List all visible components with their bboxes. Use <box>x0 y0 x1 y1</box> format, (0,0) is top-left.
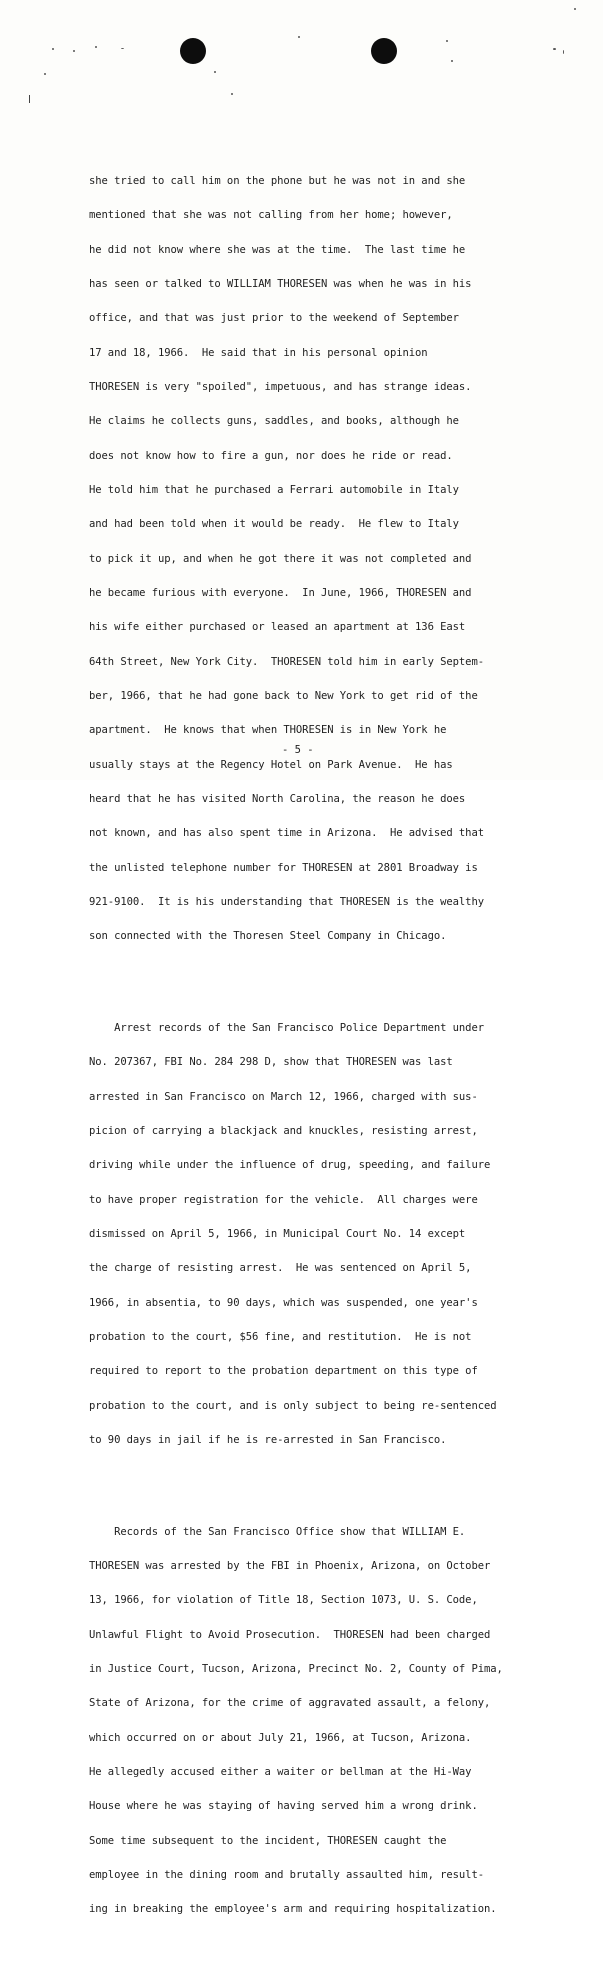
text-line: son connected with the Thoresen Steel Company in Chicago. <box>89 930 447 943</box>
text-line: picion of carrying a blackjack and knuckles, resisting arrest, <box>89 1125 478 1137</box>
text-line: office, and that was just prior to the weekend of September <box>89 312 459 325</box>
text-line: 921-9100. It is his understanding that THORESEN is the wealthy <box>89 896 484 909</box>
text-line: No. 207367, FBI No. 284 298 D, show that THORESEN was last <box>89 1056 453 1069</box>
text-line: his wife either purchased or leased an apartment at 136 East <box>89 621 466 634</box>
scan-speck <box>73 50 75 52</box>
text-line: and had been told when it would be ready. He flew to Italy <box>89 518 459 531</box>
scan-speck <box>553 48 556 50</box>
text-line: ber, 1966, that he had gone back to New York to get rid of the <box>89 689 478 702</box>
text-line: State of Arizona, for the crime of aggravated assault, a felony, <box>89 1697 491 1710</box>
scan-speck <box>121 48 124 49</box>
text-line: in Justice Court, Tucson, Arizona, Precinct No. 2, County of Pima, <box>89 1663 503 1676</box>
text-line: he did not know where she was at the time. The last time he <box>89 243 466 256</box>
scan-speck <box>446 40 448 42</box>
text-line: not known, and has also spent time in Arizona. He advised that <box>89 827 484 840</box>
scan-speck <box>44 73 46 75</box>
text-line: he became furious with everyone. In June, 1966, THORESEN and <box>89 586 472 599</box>
text-line: driving while under the influence of drug, speeding, and failure <box>89 1159 491 1172</box>
text-line: Arrest records of the San Francisco Police Department under <box>89 1021 484 1034</box>
paragraph-3 <box>89 1504 589 1939</box>
document-body <box>89 130 589 1962</box>
text-line: to pick it up, and when he got there it was not completed and <box>89 552 472 565</box>
text-line: to have proper registration for the vehicle. All charges were <box>89 1193 478 1206</box>
text-line: to 90 days in jail if he is re-arrested in San Francisco. <box>89 1434 447 1447</box>
punch-hole-right <box>371 38 397 64</box>
text-line: Records of the San Francisco Office show that WILLIAM E. <box>89 1525 466 1538</box>
text-line: mentioned that she was not calling from her home; however, <box>89 209 453 222</box>
text-line: the unlisted telephone number for THORESEN at 2801 Broadway is <box>89 861 478 874</box>
text-line: 17 and 18, 1966. He said that in his personal opinion <box>89 346 428 359</box>
text-line: employee in the dining room and brutally assaulted him, result- <box>89 1869 484 1882</box>
text-line: usually stays at the Regency Hotel on Park Avenue. He has <box>89 758 453 771</box>
scan-speck <box>563 50 564 54</box>
text-line: probation to the court, $56 fine, and restitution. He is not <box>89 1331 472 1344</box>
page-number: - 5 - <box>282 744 314 756</box>
text-line: He told him that he purchased a Ferrari automobile in Italy <box>89 483 459 496</box>
scan-speck <box>574 8 576 10</box>
scan-speck <box>298 36 300 38</box>
text-line: THORESEN is very "spoiled", impetuous, and has strange ideas. <box>89 380 472 393</box>
scan-speck <box>214 71 216 73</box>
scan-speck <box>52 48 54 50</box>
margin-mark <box>29 95 30 103</box>
text-line: THORESEN was arrested by the FBI in Phoenix, Arizona, on October <box>89 1560 491 1573</box>
text-line: 64th Street, New York City. THORESEN told him in early Septem- <box>89 655 484 668</box>
punch-hole-left <box>180 38 206 64</box>
text-line: Some time subsequent to the incident, THORESEN caught the <box>89 1834 447 1847</box>
text-line: she tried to call him on the phone but he was not in and she <box>89 174 466 187</box>
text-line: ing in breaking the employee's arm and requiring hospitalization. <box>89 1903 497 1916</box>
text-line: 1966, in absentia, to 90 days, which was suspended, one year's <box>89 1296 478 1309</box>
scan-speck <box>451 60 453 62</box>
text-line: He allegedly accused either a waiter or bellman at the Hi-Way <box>89 1766 472 1779</box>
text-line: Unlawful Flight to Avoid Prosecution. THORESEN had been charged <box>89 1628 491 1641</box>
paragraph-1 <box>89 153 589 966</box>
text-line: apartment. He knows that when THORESEN is in New York he <box>89 724 447 737</box>
scan-speck <box>231 93 233 95</box>
scan-speck <box>95 46 97 48</box>
text-line: probation to the court, and is only subject to being re-sentenced <box>89 1399 497 1412</box>
text-line: required to report to the probation department on this type of <box>89 1365 478 1378</box>
text-line: the charge of resisting arrest. He was sentenced on April 5, <box>89 1262 472 1275</box>
text-line: dismissed on April 5, 1966, in Municipal Court No. 14 except <box>89 1228 466 1241</box>
text-line: 13, 1966, for violation of Title 18, Section 1073, U. S. Code, <box>89 1594 478 1607</box>
text-line: heard that he has visited North Carolina, the reason he does <box>89 793 466 805</box>
text-line: arrested in San Francisco on March 12, 1966, charged with sus- <box>89 1090 478 1103</box>
text-line: which occurred on or about July 21, 1966, at Tucson, Arizona. <box>89 1731 472 1744</box>
text-line: House where he was staying of having served him a wrong drink. <box>89 1800 478 1813</box>
text-line: does not know how to fire a gun, nor does he ride or read. <box>89 449 453 462</box>
text-line: has seen or talked to WILLIAM THORESEN was when he was in his <box>89 277 472 290</box>
text-line: He claims he collects guns, saddles, and books, although he <box>89 415 459 428</box>
paragraph-2 <box>89 1000 589 1469</box>
